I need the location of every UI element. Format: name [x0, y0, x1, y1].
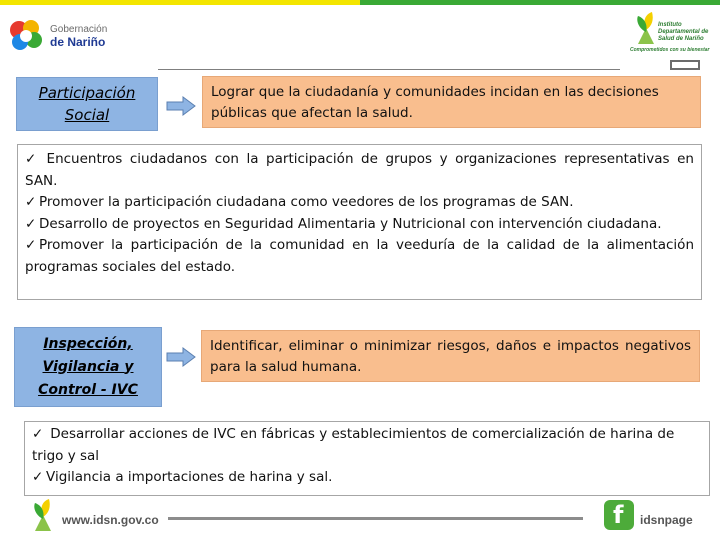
list-item: [32, 424, 702, 467]
list-item: [25, 149, 694, 192]
gobernacion-logo-text: [50, 24, 107, 50]
gob-logo-line2: de Nariño: [50, 35, 106, 49]
gobernacion-logo: [6, 14, 116, 54]
arrow-right-icon: [166, 347, 196, 367]
participacion-social-description: [202, 76, 701, 128]
facebook-handle[interactable]: idsnpage: [640, 513, 693, 527]
idsn-logo-tagline: Comprometidos con su bienestar: [630, 47, 710, 53]
list-item-text: Vigilancia a importaciones de harina y sal.: [46, 469, 333, 485]
header-small-rectangle: [670, 60, 700, 70]
arrow-right-icon: [166, 96, 196, 116]
idsn-logo-text: Instituto Departamental de Salud de Nariño: [658, 22, 709, 42]
list-item-text: Desarrollar acciones de IVC en fábricas y establecimientos de comercialización de harina de trigo y sal: [32, 426, 675, 464]
ivc-title-box: [14, 327, 162, 407]
participacion-social-title: Participación Social: [38, 84, 136, 124]
list-item: [25, 235, 694, 278]
ivc-description-text: Identificar, eliminar o minimizar riesgos, daños e impactos negativos para la salud humana.: [210, 338, 691, 375]
check-icon: ✓: [25, 237, 37, 253]
check-icon: ✓: [32, 469, 44, 485]
check-icon: ✓: [25, 194, 37, 210]
participacion-social-title-box: [16, 77, 158, 131]
top-bar-yellow: [0, 0, 360, 5]
list-item: [32, 467, 702, 489]
ivc-title-line1: Inspección,: [43, 335, 133, 352]
header-divider: [158, 69, 620, 70]
list-item: [25, 214, 694, 236]
ivc-description: [201, 330, 700, 382]
list-item-text: Promover la participación de la comunidad en la veeduría de la calidad de la alimentación programas sociales del estado.: [25, 237, 694, 275]
participacion-social-list: [17, 144, 702, 300]
leaf-logo-icon: [30, 497, 60, 533]
top-bar-green: [360, 0, 720, 5]
check-icon: ✓: [25, 215, 37, 232]
check-icon: ✓: [25, 151, 37, 167]
gob-logo-line1: Gobernación: [50, 24, 108, 35]
list-item: [25, 192, 694, 214]
website-link[interactable]: www.idsn.gov.co: [62, 513, 159, 527]
facebook-icon[interactable]: f: [604, 500, 634, 530]
idsn-logo: [628, 10, 714, 58]
list-item-text: Desarrollo de proyectos en Seguridad Alimentaria y Nutricional con intervención ciudadana.: [39, 215, 662, 232]
ivc-title-line2: Vigilancia y: [42, 358, 134, 375]
check-icon: ✓: [32, 426, 44, 442]
heart-flower-icon: [6, 16, 46, 56]
top-color-bar: [0, 0, 720, 5]
ivc-title: [38, 333, 138, 402]
list-item-text: Promover la participación ciudadana como veedores de los programas de SAN.: [39, 194, 574, 210]
ivc-title-line3: Control - IVC: [38, 381, 138, 398]
participacion-social-description-text: Lograr que la ciudadanía y comunidades incidan en las decisiones públicas que afectan la salud.: [211, 84, 659, 121]
footer-divider: [168, 517, 583, 520]
list-item-text: Encuentros ciudadanos con la participación de grupos y organizaciones representativas en SAN.: [25, 151, 694, 189]
ivc-list: [24, 421, 710, 496]
